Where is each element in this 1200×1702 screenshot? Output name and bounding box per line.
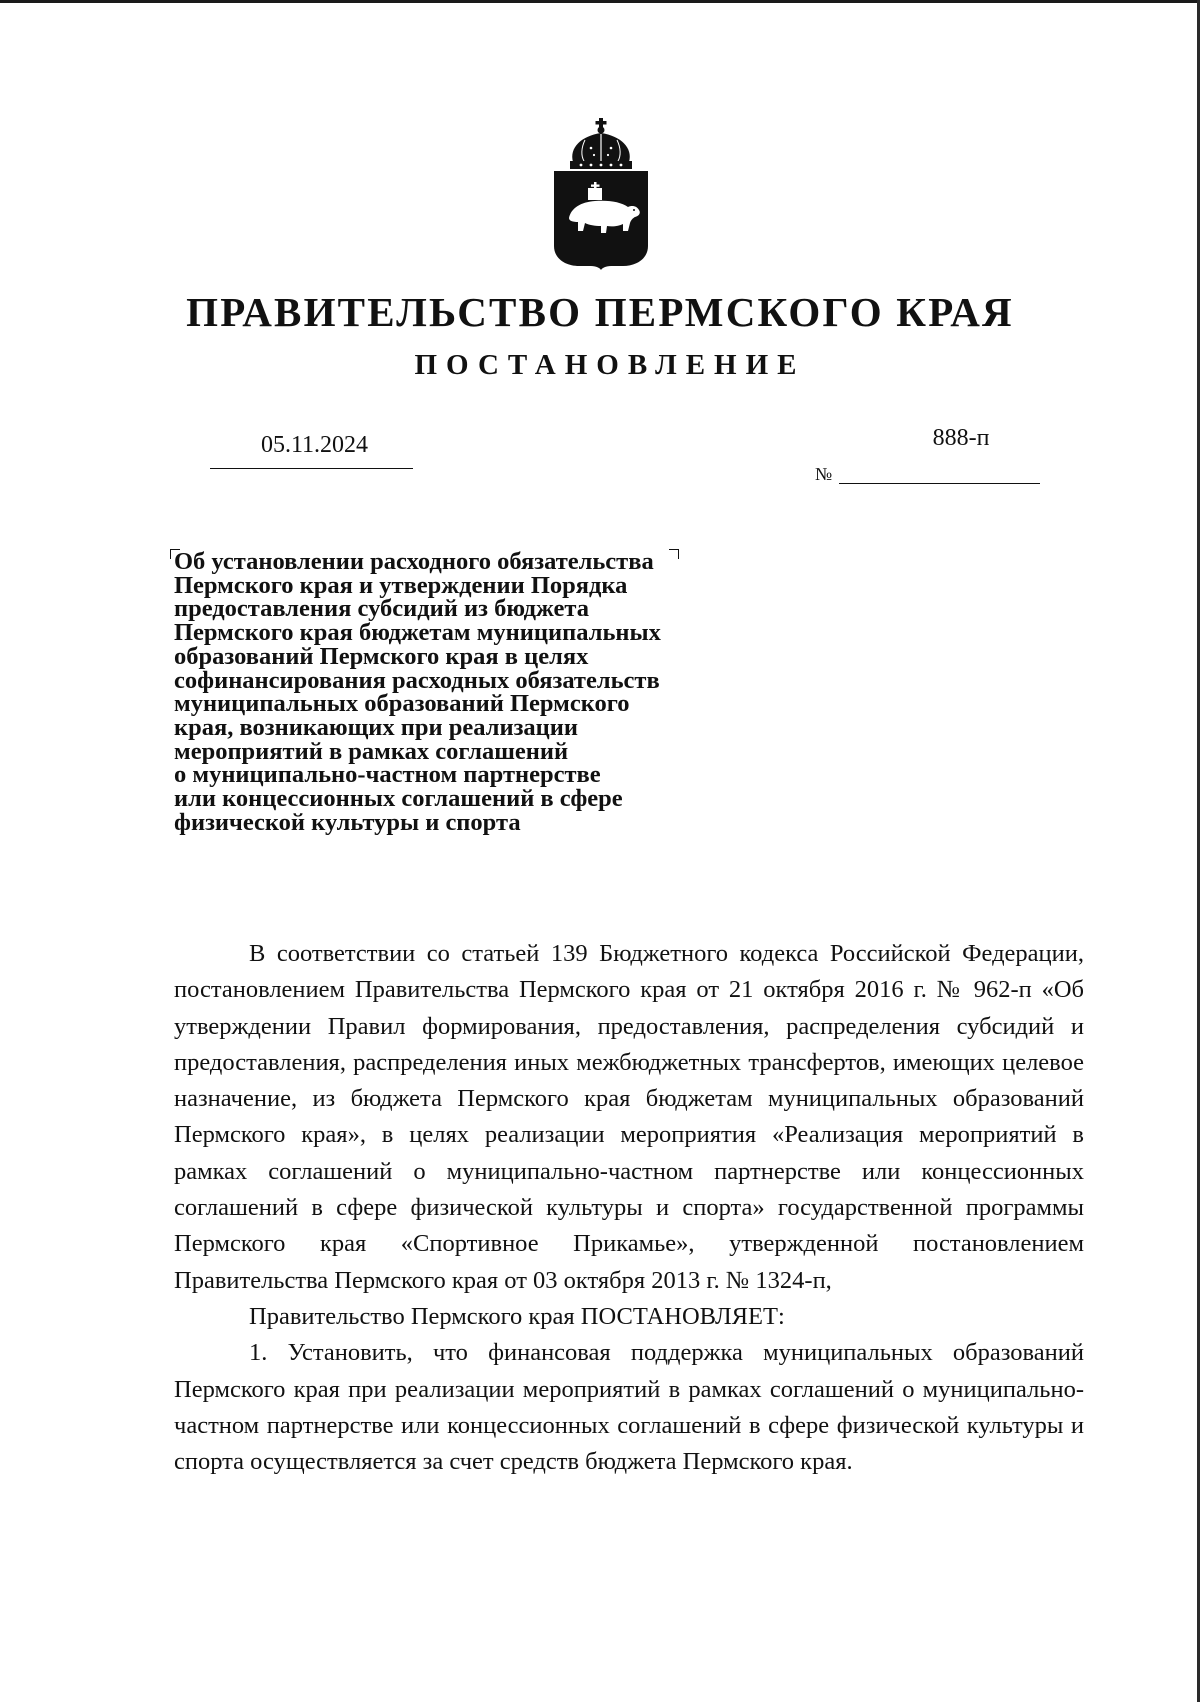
subject-line: края, возникающих при реализации xyxy=(174,713,579,741)
document-date: 05.11.2024 xyxy=(260,432,369,458)
resolves-paragraph: Правительство Пермского края ПОСТАНОВЛЯЕТ: xyxy=(249,1302,785,1330)
subject-line: мероприятий в рамках соглашений xyxy=(174,737,569,765)
item-1-paragraph: 1. Установить, что финансовая поддержка муниципальных образований Пермского края при реализации мероприятий в рамках соглашений о муниципально-частном партнерстве или концессионных соглашений в сфере физической культуры и спорта осуществляется за счет средств бюджета Пермского края. xyxy=(174,1339,1084,1476)
subject-line: физической культуры и спорта xyxy=(174,808,521,836)
perm-krai-coat-of-arms-icon xyxy=(551,118,651,270)
date-underline xyxy=(210,467,413,469)
subject-line: Об установлении расходного обязательства xyxy=(174,548,654,575)
number-sign: № xyxy=(815,464,833,484)
preamble-paragraph: В соответствии со статьей 139 Бюджетного кодекса Российской Федерации, постановлением Правительства Пермского края от 21 октября 2016 г. № 962-п «Об утверждении Правил формирования, предоставления, распределения субсидий и предоставления, распределения иных межбюджетных трансфертов, имеющих целевое назначение, из бюджета Пермского края бюджетам муниципальных образований Пермского края», в целях реализации мероприятия «Реализация мероприятий в рамках соглашений о муниципально-частном партнерстве или концессионных соглашений в сфере физической культуры и спорта» государственной программы Пермского края «Спортивное Прикамье», утвержденной постановлением Правительства Пермского края от 03 октября 2013 г. № 1324-п, xyxy=(174,940,1084,1294)
subject-line: о муниципально-частном партнерстве xyxy=(174,761,601,789)
subject-line: образований Пермского края в целях xyxy=(174,642,589,670)
subject-line: Пермского края и утверждении Порядка xyxy=(174,571,628,599)
subject-line: муниципальных образований Пермского xyxy=(174,690,630,718)
subject-line: или концессионных соглашений в сфере xyxy=(174,785,623,813)
document-body xyxy=(174,936,1084,1480)
scan-edge-top xyxy=(0,0,1200,3)
document-type: ПОСТАНОВЛЕНИЕ xyxy=(414,349,806,381)
government-title: ПРАВИТЕЛЬСТВО ПЕРМСКОГО КРАЯ xyxy=(186,289,1014,335)
document-subject xyxy=(174,550,774,834)
document-number: 888-п xyxy=(932,425,990,451)
date-field xyxy=(210,430,413,469)
subject-line: предоставления субсидий из бюджета xyxy=(174,595,589,623)
subject-line: софинансирования расходных обязательств xyxy=(174,666,660,694)
number-underline xyxy=(839,483,1040,484)
subject-line: Пермского края бюджетам муниципальных xyxy=(174,619,661,647)
